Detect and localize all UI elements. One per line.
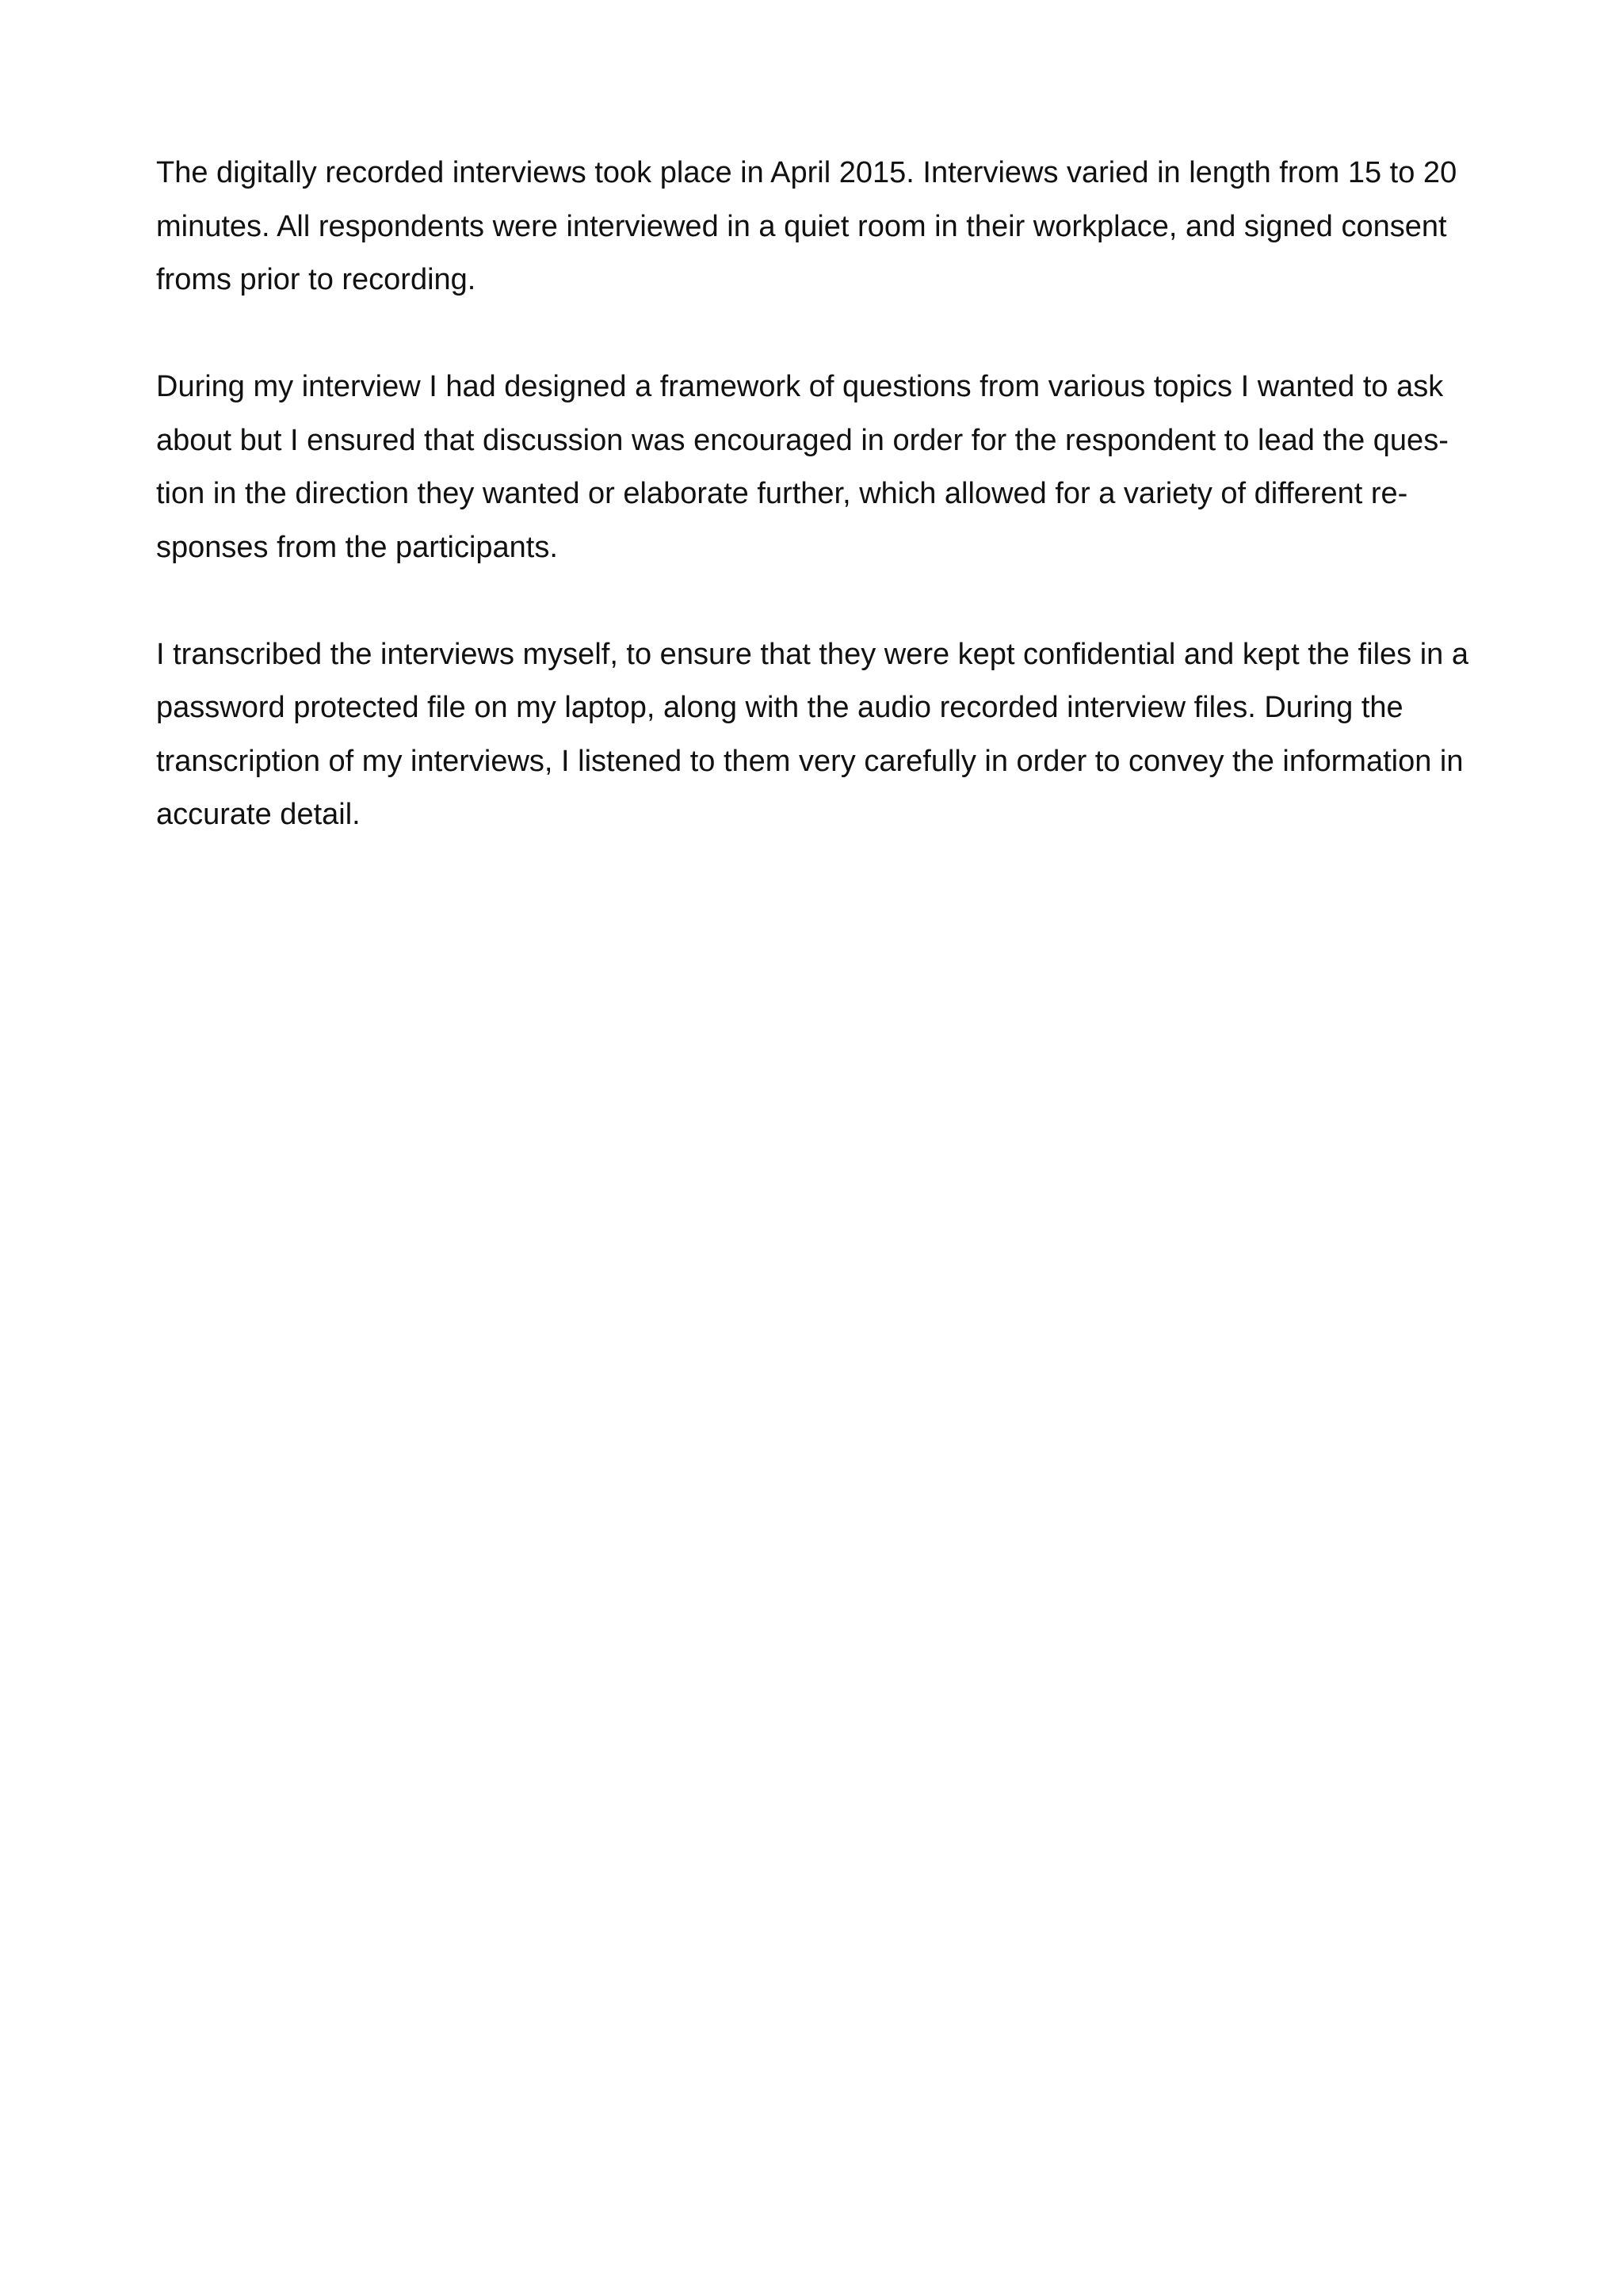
text-line: accurate detail. xyxy=(156,798,361,831)
paragraph-interview-setup xyxy=(156,147,1487,307)
paragraph-interview-framework xyxy=(156,360,1487,574)
text-line: transcription of my interviews, I listened to them very carefully in order to convey the information in xyxy=(156,744,1464,778)
text-line: The digitally recorded interviews took place in April 2015. Interviews varied in length from 15 to 20 xyxy=(156,156,1457,189)
paragraph-transcription xyxy=(156,628,1487,842)
text-line: I transcribed the interviews myself, to ensure that they were kept confidential and kept the files in a xyxy=(156,637,1468,671)
document-body xyxy=(156,147,1487,842)
text-line: froms prior to recording. xyxy=(156,263,476,296)
text-line: about but I ensured that discussion was encouraged in order for the respondent to lead the ques- xyxy=(156,423,1449,457)
text-line: During my interview I had designed a framework of questions from various topics I wanted to ask xyxy=(156,370,1444,403)
text-line: tion in the direction they wanted or elaborate further, which allowed for a variety of different re- xyxy=(156,477,1408,510)
text-line: password protected file on my laptop, along with the audio recorded interview files. During the xyxy=(156,691,1403,724)
text-line: minutes. All respondents were interviewed in a quiet room in their workplace, and signed consent xyxy=(156,209,1447,243)
text-line: sponses from the participants. xyxy=(156,530,558,564)
